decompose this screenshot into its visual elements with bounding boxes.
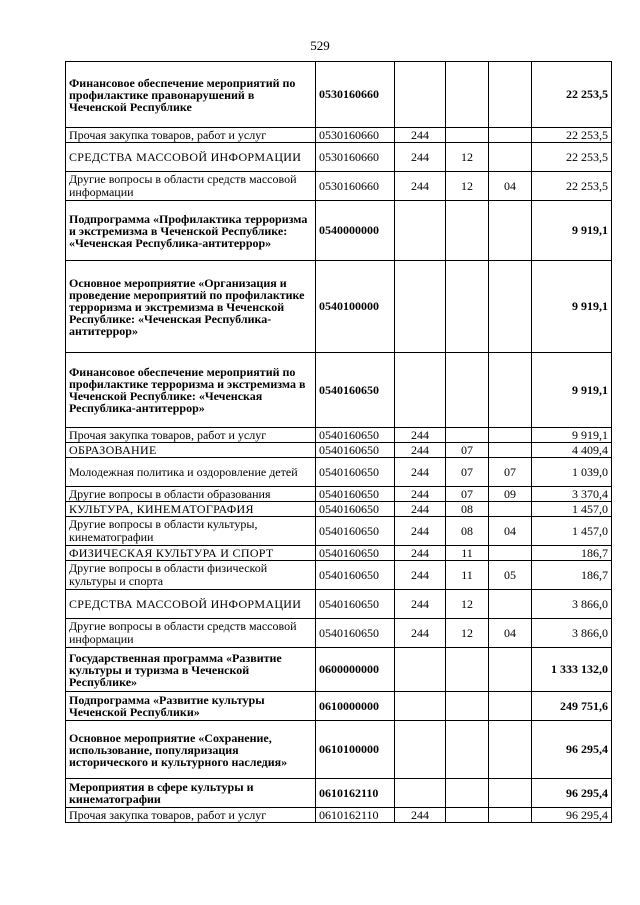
table-row <box>66 201 612 261</box>
target-code-cell: 0540160650 <box>316 353 395 428</box>
expense-type-cell: 244 <box>395 561 446 590</box>
amount-cell: 186,7 <box>532 561 612 590</box>
expense-type-cell <box>395 648 446 692</box>
section-cell: 11 <box>446 561 489 590</box>
table-row <box>66 619 612 648</box>
table-row <box>66 353 612 428</box>
budget-table <box>65 61 612 823</box>
table-row <box>66 487 612 502</box>
subsection-cell <box>489 590 532 619</box>
table-row <box>66 428 612 443</box>
amount-cell: 249 751,6 <box>532 692 612 721</box>
row-name-cell: Другие вопросы в области образования <box>66 487 316 502</box>
expense-type-cell <box>395 261 446 353</box>
amount-cell: 9 919,1 <box>532 428 612 443</box>
row-name-cell: Другие вопросы в области средств массовой информации <box>66 172 316 201</box>
amount-cell: 1 457,0 <box>532 517 612 546</box>
subsection-cell <box>489 779 532 808</box>
section-cell <box>446 201 489 261</box>
amount-cell: 9 919,1 <box>532 201 612 261</box>
expense-type-cell: 244 <box>395 143 446 172</box>
table-row <box>66 721 612 779</box>
target-code-cell: 0540100000 <box>316 261 395 353</box>
expense-type-cell: 244 <box>395 546 446 561</box>
expense-type-cell <box>395 721 446 779</box>
table-row <box>66 443 612 458</box>
target-code-cell: 0610100000 <box>316 721 395 779</box>
target-code-cell: 0540160650 <box>316 561 395 590</box>
section-cell: 07 <box>446 487 489 502</box>
table-row <box>66 561 612 590</box>
section-cell <box>446 721 489 779</box>
table-row <box>66 62 612 128</box>
row-name-cell: Прочая закупка товаров, работ и услуг <box>66 808 316 823</box>
subsection-cell <box>489 428 532 443</box>
section-cell: 12 <box>446 172 489 201</box>
row-name-cell: КУЛЬТУРА, КИНЕМАТОГРАФИЯ <box>66 502 316 517</box>
table-row <box>66 261 612 353</box>
section-cell: 12 <box>446 143 489 172</box>
target-code-cell: 0540000000 <box>316 201 395 261</box>
row-name-cell: Другие вопросы в области средств массовой информации <box>66 619 316 648</box>
table-row <box>66 458 612 487</box>
subsection-cell: 04 <box>489 517 532 546</box>
section-cell: 07 <box>446 458 489 487</box>
section-cell <box>446 808 489 823</box>
target-code-cell: 0610162110 <box>316 808 395 823</box>
expense-type-cell: 244 <box>395 487 446 502</box>
row-name-cell: ОБРАЗОВАНИЕ <box>66 443 316 458</box>
table-row <box>66 143 612 172</box>
row-name-cell: Финансовое обеспечение мероприятий по профилактике терроризма и экстремизма в Чеченской Республике: «Чеченская Республика-антитеррор» <box>66 353 316 428</box>
subsection-cell <box>489 128 532 143</box>
section-cell <box>446 428 489 443</box>
target-code-cell: 0540160650 <box>316 502 395 517</box>
amount-cell: 186,7 <box>532 546 612 561</box>
target-code-cell: 0540160650 <box>316 619 395 648</box>
section-cell: 12 <box>446 590 489 619</box>
row-name-cell: СРЕДСТВА МАССОВОЙ ИНФОРМАЦИИ <box>66 590 316 619</box>
table-row <box>66 808 612 823</box>
row-name-cell: Подпрограмма «Развитие культуры Чеченской Республики» <box>66 692 316 721</box>
table-row <box>66 590 612 619</box>
row-name-cell: Прочая закупка товаров, работ и услуг <box>66 428 316 443</box>
target-code-cell: 0530160660 <box>316 172 395 201</box>
target-code-cell: 0530160660 <box>316 128 395 143</box>
subsection-cell <box>489 721 532 779</box>
amount-cell: 9 919,1 <box>532 261 612 353</box>
amount-cell: 3 866,0 <box>532 590 612 619</box>
expense-type-cell: 244 <box>395 428 446 443</box>
expense-type-cell <box>395 62 446 128</box>
subsection-cell <box>489 692 532 721</box>
section-cell: 08 <box>446 517 489 546</box>
amount-cell: 22 253,5 <box>532 128 612 143</box>
row-name-cell: Подпрограмма «Профилактика терроризма и экстремизма в Чеченской Республике: «Чеченская Республика-антитеррор» <box>66 201 316 261</box>
expense-type-cell: 244 <box>395 128 446 143</box>
expense-type-cell: 244 <box>395 458 446 487</box>
target-code-cell: 0530160660 <box>316 62 395 128</box>
section-cell <box>446 692 489 721</box>
table-row <box>66 172 612 201</box>
section-cell: 11 <box>446 546 489 561</box>
expense-type-cell: 244 <box>395 619 446 648</box>
subsection-cell: 04 <box>489 172 532 201</box>
target-code-cell: 0540160650 <box>316 546 395 561</box>
target-code-cell: 0540160650 <box>316 443 395 458</box>
subsection-cell <box>489 648 532 692</box>
target-code-cell: 0540160650 <box>316 428 395 443</box>
expense-type-cell <box>395 779 446 808</box>
section-cell <box>446 128 489 143</box>
row-name-cell: СРЕДСТВА МАССОВОЙ ИНФОРМАЦИИ <box>66 143 316 172</box>
expense-type-cell: 244 <box>395 443 446 458</box>
page-number: 529 <box>310 38 330 53</box>
target-code-cell: 0530160660 <box>316 143 395 172</box>
amount-cell: 4 409,4 <box>532 443 612 458</box>
expense-type-cell <box>395 692 446 721</box>
amount-cell: 22 253,5 <box>532 62 612 128</box>
amount-cell: 3 370,4 <box>532 487 612 502</box>
row-name-cell: Прочая закупка товаров, работ и услуг <box>66 128 316 143</box>
target-code-cell: 0610162110 <box>316 779 395 808</box>
table-row <box>66 546 612 561</box>
section-cell: 07 <box>446 443 489 458</box>
row-name-cell: Молодежная политика и оздоровление детей <box>66 458 316 487</box>
amount-cell: 96 295,4 <box>532 808 612 823</box>
expense-type-cell: 244 <box>395 502 446 517</box>
subsection-cell: 05 <box>489 561 532 590</box>
target-code-cell: 0540160650 <box>316 517 395 546</box>
amount-cell: 96 295,4 <box>532 721 612 779</box>
target-code-cell: 0540160650 <box>316 487 395 502</box>
amount-cell: 9 919,1 <box>532 353 612 428</box>
subsection-cell <box>489 201 532 261</box>
section-cell <box>446 779 489 808</box>
subsection-cell: 07 <box>489 458 532 487</box>
expense-type-cell: 244 <box>395 172 446 201</box>
table-row <box>66 648 612 692</box>
expense-type-cell: 244 <box>395 808 446 823</box>
table-row <box>66 128 612 143</box>
amount-cell: 3 866,0 <box>532 619 612 648</box>
row-name-cell: Другие вопросы в области физической культуры и спорта <box>66 561 316 590</box>
section-cell <box>446 648 489 692</box>
section-cell: 12 <box>446 619 489 648</box>
table-row <box>66 779 612 808</box>
subsection-cell <box>489 62 532 128</box>
section-cell <box>446 62 489 128</box>
row-name-cell: Мероприятия в сфере культуры и кинематографии <box>66 779 316 808</box>
subsection-cell <box>489 143 532 172</box>
row-name-cell: Основное мероприятие «Организация и проведение мероприятий по профилактике терроризма и экстремизма в Чеченской Республике: «Чеченская Республика-антитеррор» <box>66 261 316 353</box>
amount-cell: 96 295,4 <box>532 779 612 808</box>
target-code-cell: 0540160650 <box>316 458 395 487</box>
budget-table-body <box>66 62 612 823</box>
section-cell: 08 <box>446 502 489 517</box>
subsection-cell <box>489 808 532 823</box>
row-name-cell: Другие вопросы в области культуры, кинематографии <box>66 517 316 546</box>
amount-cell: 1 039,0 <box>532 458 612 487</box>
section-cell <box>446 261 489 353</box>
subsection-cell <box>489 546 532 561</box>
subsection-cell <box>489 502 532 517</box>
subsection-cell <box>489 353 532 428</box>
target-code-cell: 0540160650 <box>316 590 395 619</box>
expense-type-cell: 244 <box>395 590 446 619</box>
subsection-cell <box>489 443 532 458</box>
subsection-cell <box>489 261 532 353</box>
table-row <box>66 692 612 721</box>
target-code-cell: 0610000000 <box>316 692 395 721</box>
amount-cell: 1 457,0 <box>532 502 612 517</box>
table-row <box>66 502 612 517</box>
amount-cell: 22 253,5 <box>532 143 612 172</box>
row-name-cell: Основное мероприятие «Сохранение, использование, популяризация исторического и культурного наследия» <box>66 721 316 779</box>
amount-cell: 22 253,5 <box>532 172 612 201</box>
expense-type-cell <box>395 201 446 261</box>
amount-cell: 1 333 132,0 <box>532 648 612 692</box>
row-name-cell: Финансовое обеспечение мероприятий по профилактике правонарушений в Чеченской Республике <box>66 62 316 128</box>
section-cell <box>446 353 489 428</box>
table-row <box>66 517 612 546</box>
row-name-cell: Государственная программа «Развитие культуры и туризма в Чеченской Республике» <box>66 648 316 692</box>
subsection-cell: 04 <box>489 619 532 648</box>
expense-type-cell: 244 <box>395 517 446 546</box>
subsection-cell: 09 <box>489 487 532 502</box>
row-name-cell: ФИЗИЧЕСКАЯ КУЛЬТУРА И СПОРТ <box>66 546 316 561</box>
expense-type-cell <box>395 353 446 428</box>
target-code-cell: 0600000000 <box>316 648 395 692</box>
